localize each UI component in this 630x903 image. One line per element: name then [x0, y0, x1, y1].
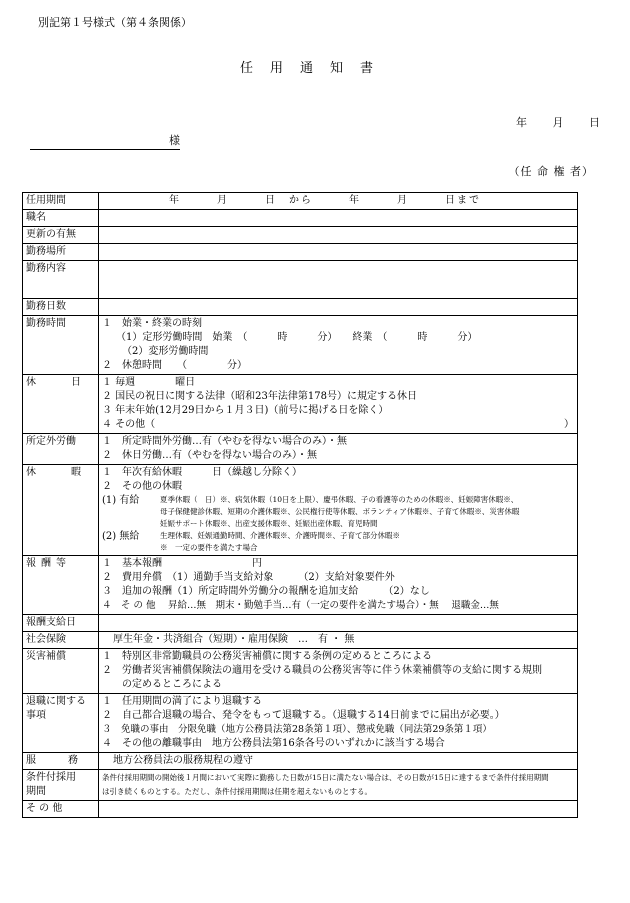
holidays-line: ２ 国民の祝日に関する法律（昭和23年法律第178号）に規定する休日 [102, 391, 417, 402]
row-conditional [23, 770, 578, 801]
appointing-authority: （任 命 権 者） [508, 165, 594, 178]
leave-line: ２ その他の休暇 [102, 481, 182, 492]
label-retirement-line2: 事項 [26, 710, 46, 721]
row-duties [23, 261, 578, 299]
pay-line: ３ 追加の報酬（1）所定時間外労働分の報酬を追加支給 （2）なし [102, 586, 430, 597]
row-payday [23, 615, 578, 632]
value-duties [99, 261, 578, 299]
row-compensation [23, 649, 578, 694]
row-pay [23, 556, 578, 615]
date-month: 月 [552, 116, 564, 129]
unpaid-leave-block [102, 530, 574, 554]
retirement-line: ２ 自己都合退職の場合、発令をもって退職する。（退職する14日前までに届出が必要。） [102, 710, 505, 721]
label-payday: 報酬支給日 [23, 615, 99, 632]
row-leave [23, 465, 578, 556]
date-year: 年 [516, 116, 527, 129]
value-retirement [99, 694, 578, 753]
retirement-line: ３ 免職の事由 分限免職（地方公務員法第28条第１項）、懲戒免職（同法第29条第１項） [102, 724, 492, 735]
label-duties: 勤務内容 [23, 261, 99, 299]
value-conditional [99, 770, 578, 801]
row-holidays [23, 375, 578, 434]
conditional-line: は引き続くものとする。ただし、条件付採用期間は任期を超えないものとする。 [102, 787, 372, 796]
leave-note: ※ 一定の要件を満たす場合 [160, 543, 258, 552]
label-conditional-line2: 期間 [26, 786, 46, 797]
holidays-line: ３ 年末年始(12月29日から１月３日)（前号に掲げる日を除く） [102, 405, 389, 416]
value-term: 年 月 日 から 年 月 日まで [99, 193, 578, 210]
label-retirement [23, 694, 99, 753]
label-conditional [23, 770, 99, 801]
addressee-line: 様 [30, 132, 180, 150]
value-workplace [99, 244, 578, 261]
issue-date-line [494, 114, 600, 130]
row-workplace [23, 244, 578, 261]
date-day: 日 [589, 116, 600, 129]
holidays-line [102, 418, 574, 432]
value-overtime [99, 434, 578, 465]
label-holidays: 休 日 [23, 375, 99, 434]
paid-leave-list [160, 494, 519, 530]
row-insurance [23, 632, 578, 649]
label-pay: 報酬等 [23, 556, 99, 615]
form-number-label: 別記第１号様式（第４条関係） [38, 16, 192, 29]
document-title: 任用通知書 [239, 61, 390, 76]
value-leave [99, 465, 578, 556]
label-workdays: 勤務日数 [23, 299, 99, 316]
label-renewal: 更新の有無 [23, 227, 99, 244]
appointment-notice-table [22, 192, 578, 818]
retirement-line: ４ その他の離職事由 地方公務員法第16条各号のいずれかに該当する場合 [102, 738, 445, 749]
value-service: 地方公務員法の服務規程の遵守 [99, 753, 578, 770]
holidays-other-close: ） [564, 419, 574, 430]
pay-line: ２ 費用弁償 （1）通勤手当支給対象 （2）支給対象要件外 [102, 572, 395, 583]
row-retirement [23, 694, 578, 753]
label-workplace: 勤務場所 [23, 244, 99, 261]
leave-line: １ 年次有給休暇 日（繰越し分除く） [102, 467, 302, 478]
label-compensation: 災害補償 [23, 649, 99, 694]
value-other [99, 801, 578, 818]
label-overtime: 所定外労働 [23, 434, 99, 465]
label-leave: 休 暇 [23, 465, 99, 556]
row-term [23, 193, 578, 210]
label-other: そ の 他 [23, 801, 99, 818]
conditional-line: 条件付採用期間の開始後１月間において実際に勤務した日数が15日に満たない場合は、その日数が15日に達するまで条件付採用期間 [102, 773, 549, 782]
hours-line: １ 始業・終業の時刻 [102, 318, 202, 329]
compensation-line: の定めるところによる [122, 679, 222, 690]
row-position [23, 210, 578, 227]
pay-line: ４ そ の 他 昇給…無 期末・勤勉手当…有（一定の要件を満たす場合）・無 退職金…無 [102, 600, 499, 611]
row-other [23, 801, 578, 818]
hours-line: （1）定形労働時間 始業 （ 時 分） 終業 （ 時 分） [116, 332, 478, 343]
unpaid-leave-line: 生理休暇、妊娠通勤時間、介護休暇※、介護時間※、子育て部分休暇※ [160, 531, 400, 540]
label-position: 職名 [23, 210, 99, 227]
label-service: 服 務 [23, 753, 99, 770]
hours-line: （2）変形労働時間 [122, 346, 209, 357]
label-conditional-line1: 条件付採用 [26, 772, 76, 783]
unpaid-leave-label: (2) 無給 [102, 531, 140, 542]
label-retirement-line1: 退職に関する [26, 696, 86, 707]
pay-line: １ 基本報酬 円 [102, 558, 262, 569]
paid-leave-block [102, 494, 574, 530]
overtime-line: ２ 休日労働…有（やむを得ない場合のみ）・無 [102, 450, 317, 461]
hours-line: ２ 休憩時間 （ 分） [102, 360, 247, 371]
value-compensation [99, 649, 578, 694]
value-position [99, 210, 578, 227]
row-renewal [23, 227, 578, 244]
paid-leave-line: 夏季休暇（ 日）※、病気休暇（10日を上限）、慶弔休暇、子の看護等のための休暇※、妊娠障害休暇※、 [160, 495, 519, 504]
holidays-line: １ 毎週 曜日 [102, 377, 196, 388]
value-hours [99, 316, 578, 375]
holidays-other-open: ４ その他（ [102, 419, 156, 430]
retirement-line: １ 任用期間の満了により退職する [102, 696, 262, 707]
value-workdays [99, 299, 578, 316]
paid-leave-line: 妊娠サポート休暇※、出産支援休暇※、妊娠出産休暇、育児時間 [160, 519, 378, 528]
paid-leave-line: 母子保健健診休暇、短期の介護休暇※、公民権行使等休暇、ボランティア休暇※、子育て休暇※、災害休暇 [160, 507, 520, 516]
value-renewal [99, 227, 578, 244]
label-insurance: 社会保険 [23, 632, 99, 649]
label-term: 任用期間 [23, 193, 99, 210]
unpaid-leave-list [160, 530, 400, 554]
label-hours: 勤務時間 [23, 316, 99, 375]
row-hours [23, 316, 578, 375]
paid-leave-label: (1) 有給 [102, 495, 140, 506]
row-service [23, 753, 578, 770]
value-holidays [99, 375, 578, 434]
value-insurance: 厚生年金・共済組合（短期）・雇用保険 … 有 ・ 無 [99, 632, 578, 649]
value-pay [99, 556, 578, 615]
compensation-line: １ 特別区非常勤職員の公務災害補償に関する条例の定めるところによる [102, 651, 432, 662]
value-payday [99, 615, 578, 632]
row-workdays [23, 299, 578, 316]
compensation-line: ２ 労働者災害補償保険法の適用を受ける職員の公務災害等に伴う休業補償等の支給に関する規則 [102, 665, 542, 676]
row-overtime [23, 434, 578, 465]
overtime-line: １ 所定時間外労働…有（やむを得ない場合のみ）・無 [102, 436, 347, 447]
